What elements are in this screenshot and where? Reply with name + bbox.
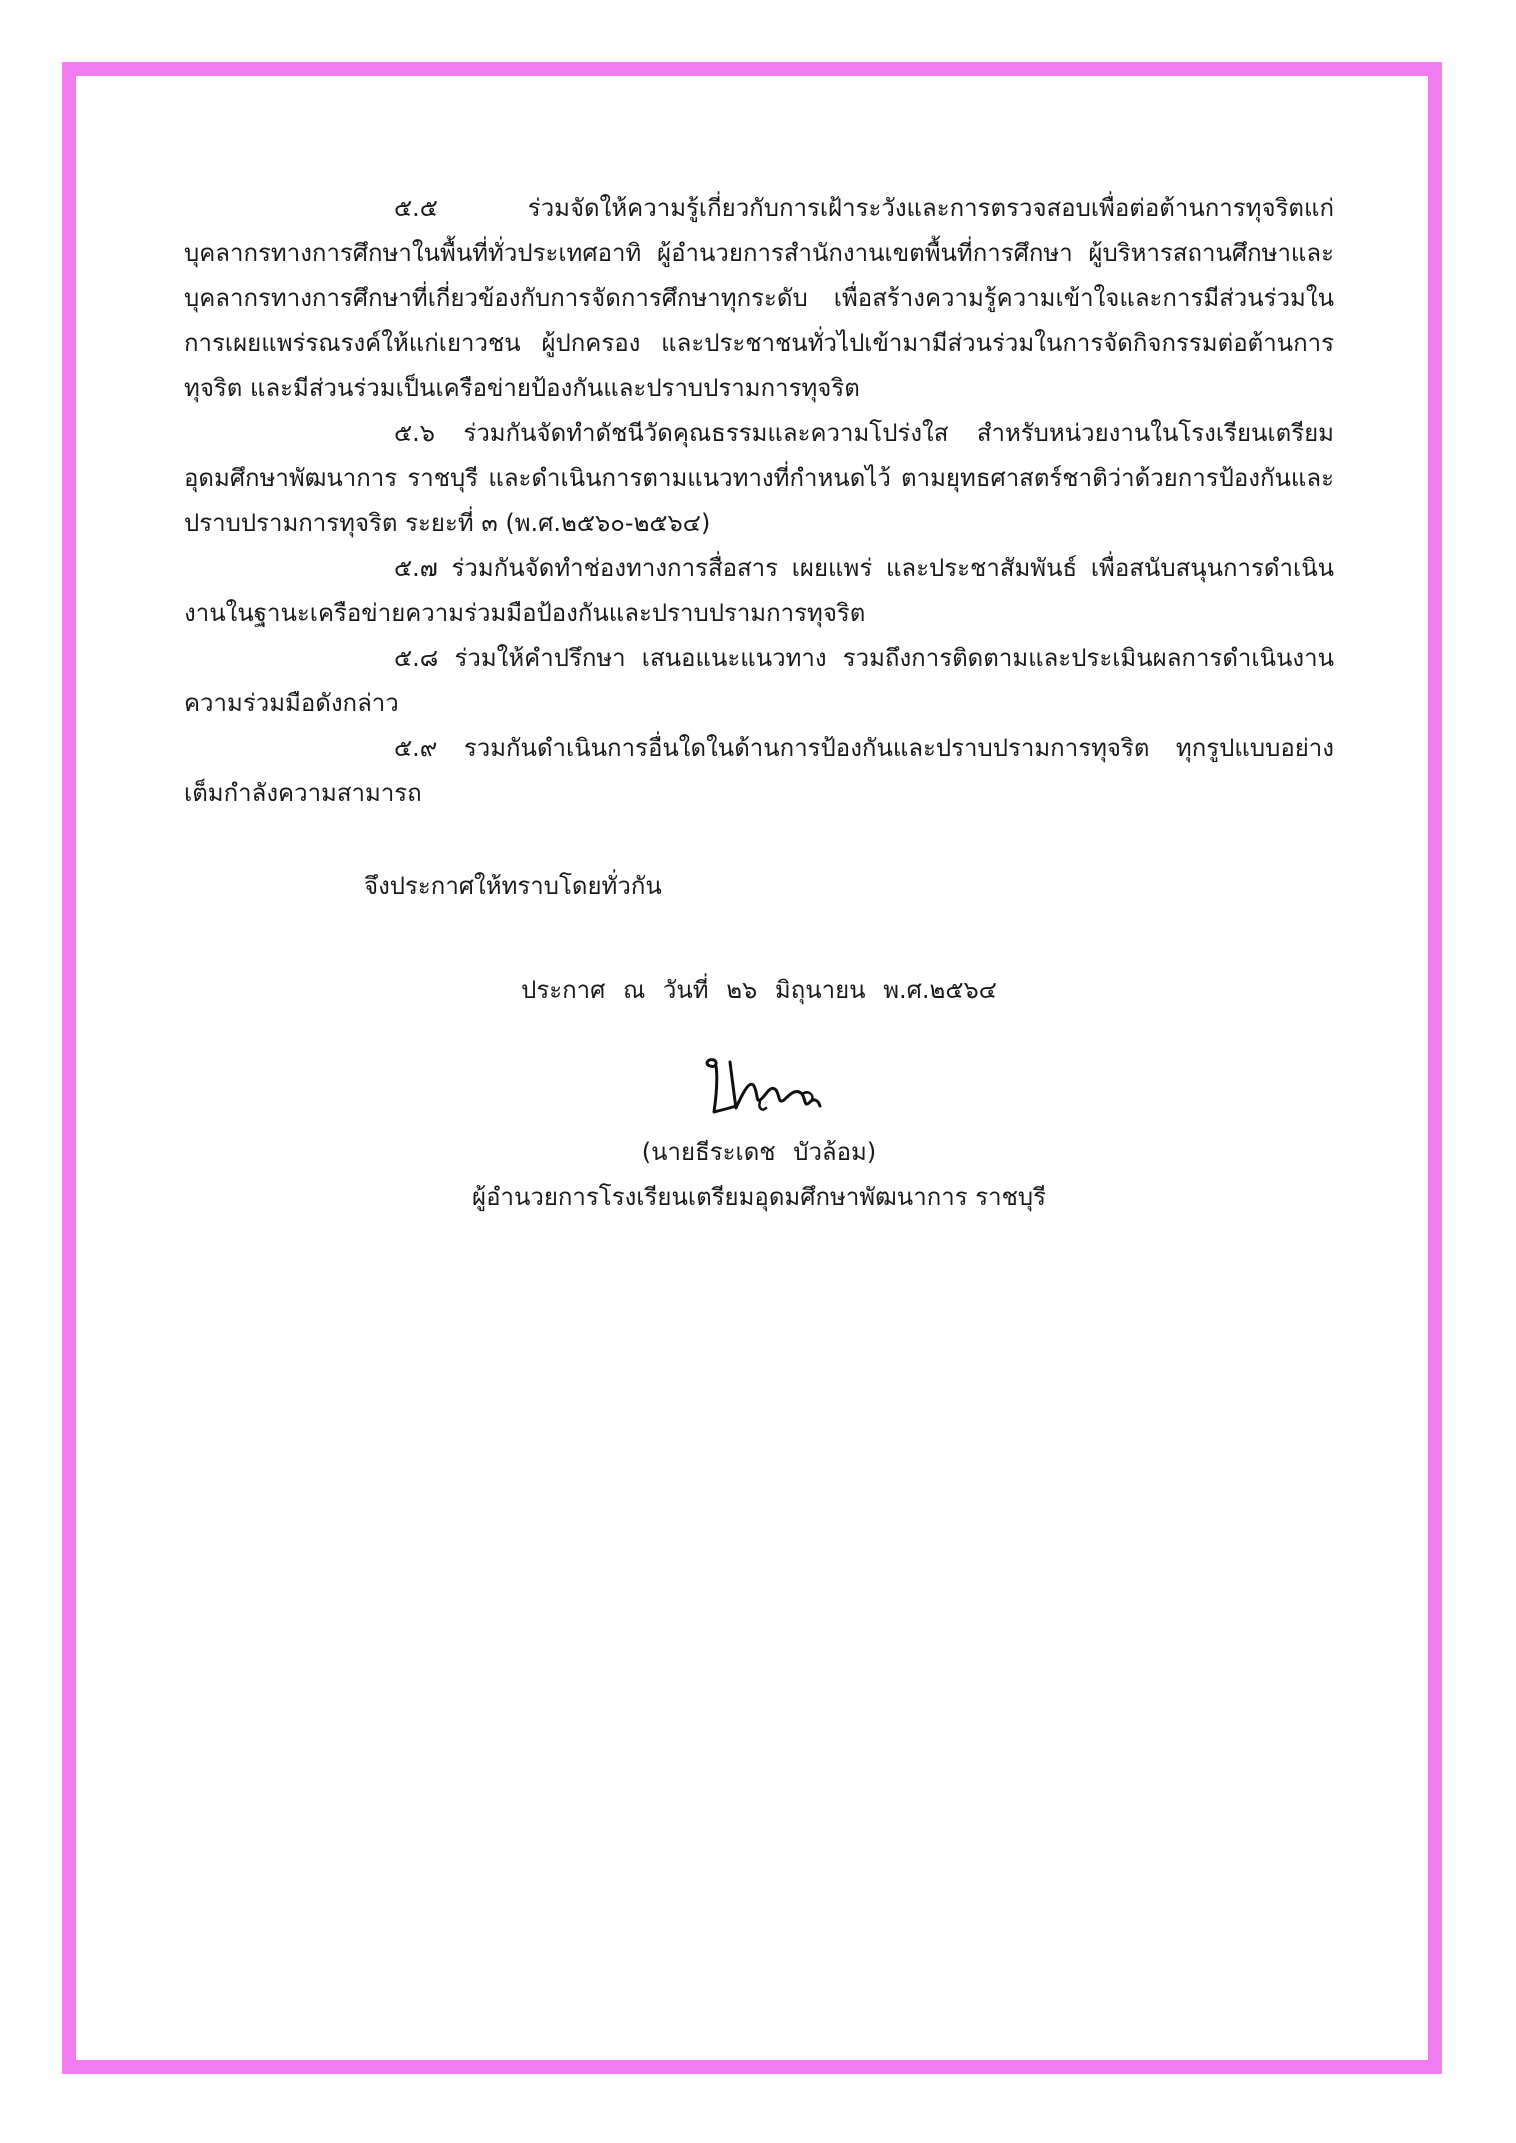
clause-5-5: ๕.๕ ร่วมจัดให้ความรู้เกี่ยวกับการเฝ้าระวังและการตรวจสอบเพื่อต่อต้านการทุจริตแก่บุคลากรทางการศึกษาในพื้นที่ทั่วประเทศอาทิ ผู้อำนวยการสำนักงานเขตพื้นที่การศึกษา ผู้บริหารสถานศึกษาและบุคลากรทางการศึกษาที่เกี่ยวข้องกับการจัดการศึกษาทุกระดับ เพื่อสร้างความรู้ความเข้าใจและการมีส่วนร่วมในการเผยแพร่รณรงค์ให้แก่เยาวชน ผู้ปกครอง และประชาชนทั่วไปเข้ามามีส่วนร่วมในการจัดกิจกรรมต่อต้านการทุจริต และมีส่วนร่วมเป็นเครือข่ายป้องกันและปราบปรามการทุจริต [184, 194, 1334, 402]
clause-5-7: ๕.๗ ร่วมกันจัดทำช่องทางการสื่อสาร เผยแพร่ และประชาสัมพันธ์ เพื่อสนับสนุนการดำเนินงานในฐานะเครือข่ายความร่วมมือป้องกันและปราบปรามการทุจริต [184, 554, 1334, 627]
signer-name: (นายธีระเดช บัวล้อม) [641, 1138, 877, 1166]
clause-5-8: ๕.๘ ร่วมให้คำปรึกษา เสนอแนะแนวทาง รวมถึงการติดตามและประเมินผลการดำเนินงานความร่วมมือดังกล่าว [184, 644, 1334, 717]
clause-5-6: ๕.๖ ร่วมกันจัดทำดัชนีวัดคุณธรรมและความโปร่งใส สำหรับหน่วยงานในโรงเรียนเตรียมอุดมศึกษาพัฒนาการ ราชบุรี และดำเนินการตามแนวทางที่กำหนดไว้ ตามยุทธศาสตร์ชาติว่าด้วยการป้องกันและปราบปรามการทุจริต ระยะที่ ๓ (พ.ศ.๒๕๖๐-๒๕๖๔) [184, 419, 1334, 537]
announcement-date: ประกาศ ณ วันที่ ๒๖ มิถุนายน พ.ศ.๒๕๖๔ [521, 976, 997, 1004]
announcement-body [184, 186, 1334, 909]
handwritten-signature [700, 1050, 840, 1125]
closing-statement: จึงประกาศให้ทราบโดยทั่วกัน [364, 872, 662, 900]
signer-title: ผู้อำนวยการโรงเรียนเตรียมอุดมศึกษาพัฒนาการ ราชบุรี [472, 1183, 1046, 1211]
clause-5-9: ๕.๙ รวมกันดำเนินการอื่นใดในด้านการป้องกันและปราบปรามการทุจริต ทุกรูปแบบอย่างเต็มกำลังความสามารถ [184, 734, 1334, 807]
